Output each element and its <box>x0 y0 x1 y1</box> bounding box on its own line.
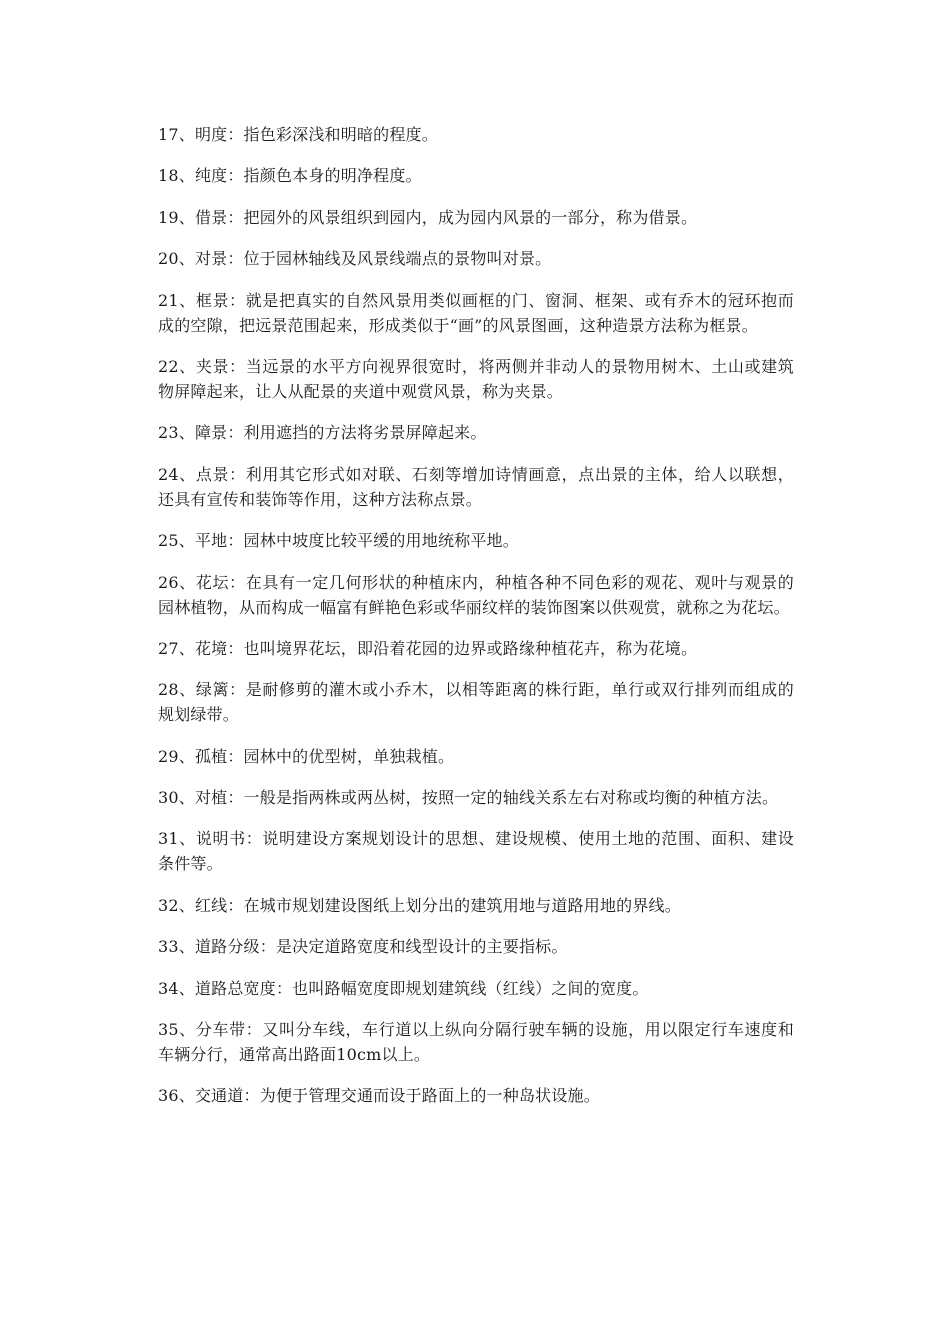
term-entry-23: 23、障景：利用遮挡的方法将劣景屏障起来。 <box>158 423 487 443</box>
term-entry-24: 24、点景：利用其它形式如对联、石刻等增加诗情画意，点出景的主体，给人以联想，还具有宣传和装饰等作用，这种方法称点景。 <box>158 464 794 509</box>
term-entry-21: 21、框景：就是把真实的自然风景用类似画框的门、窗洞、框架、或有乔木的冠环抱而成的空隙，把远景范围起来，形成类似于“画”的风景图画，这种造景方法称为框景。 <box>158 290 794 335</box>
term-entry-17: 17、明度：指色彩深浅和明暗的程度。 <box>158 125 438 144</box>
term-entry-27: 27、花境：也叫境界花坛，即沿着花园的边界或路缘种植花卉，称为花境。 <box>158 638 698 658</box>
term-entry-35: 35、分车带：又叫分车线，车行道以上纵向分隔行驶车辆的设施，用以限定行车速度和车辆分行，通常高出路面10cm以上。 <box>158 1020 794 1065</box>
term-entry-22: 22、夹景：当远景的水平方向视界很宽时，将两侧并非动人的景物用树木、土山或建筑物屏障起来，让人从配景的夹道中观赏风景，称为夹景。 <box>158 356 794 401</box>
term-entry-31: 31、说明书：说明建设方案规划设计的思想、建设规模、使用土地的范围、面积、建设条件等。 <box>158 829 794 874</box>
term-entry-36: 36、交通道：为便于管理交通而设于路面上的一种岛状设施。 <box>158 1086 600 1106</box>
term-entry-32: 32、红线：在城市规划建设图纸上划分出的建筑用地与道路用地的界线。 <box>158 895 681 915</box>
term-entry-33: 33、道路分级：是决定道路宽度和线型设计的主要指标。 <box>158 937 568 957</box>
term-entry-34: 34、道路总宽度：也叫路幅宽度即规划建筑线（红线）之间的宽度。 <box>158 978 649 998</box>
term-entry-26: 26、花坛：在具有一定几何形状的种植床内，种植各种不同色彩的观花、观叶与观景的园林植物，从而构成一幅富有鲜艳色彩或华丽纹样的装饰图案以供观赏，就称之为花坛。 <box>158 572 794 617</box>
term-entry-29: 29、孤植：园林中的优型树，单独栽植。 <box>158 746 455 766</box>
document-page <box>158 122 794 1125</box>
term-entry-18: 18、纯度：指颜色本身的明净程度。 <box>158 166 422 186</box>
term-entry-19: 19、借景：把园外的风景组织到园内，成为园内风景的一部分，称为借景。 <box>158 207 698 227</box>
term-entry-25: 25、平地：园林中坡度比较平缓的用地统称平地。 <box>158 531 519 551</box>
term-entry-30: 30、对植：一般是指两株或两丛树，按照一定的轴线关系左右对称或均衡的种植方法。 <box>158 788 779 808</box>
term-entry-20: 20、对景：位于园林轴线及风景线端点的景物叫对景。 <box>158 249 552 269</box>
term-entry-28: 28、绿篱：是耐修剪的灌木或小乔木，以相等距离的株行距，单行或双行排列而组成的规划绿带。 <box>158 680 794 725</box>
